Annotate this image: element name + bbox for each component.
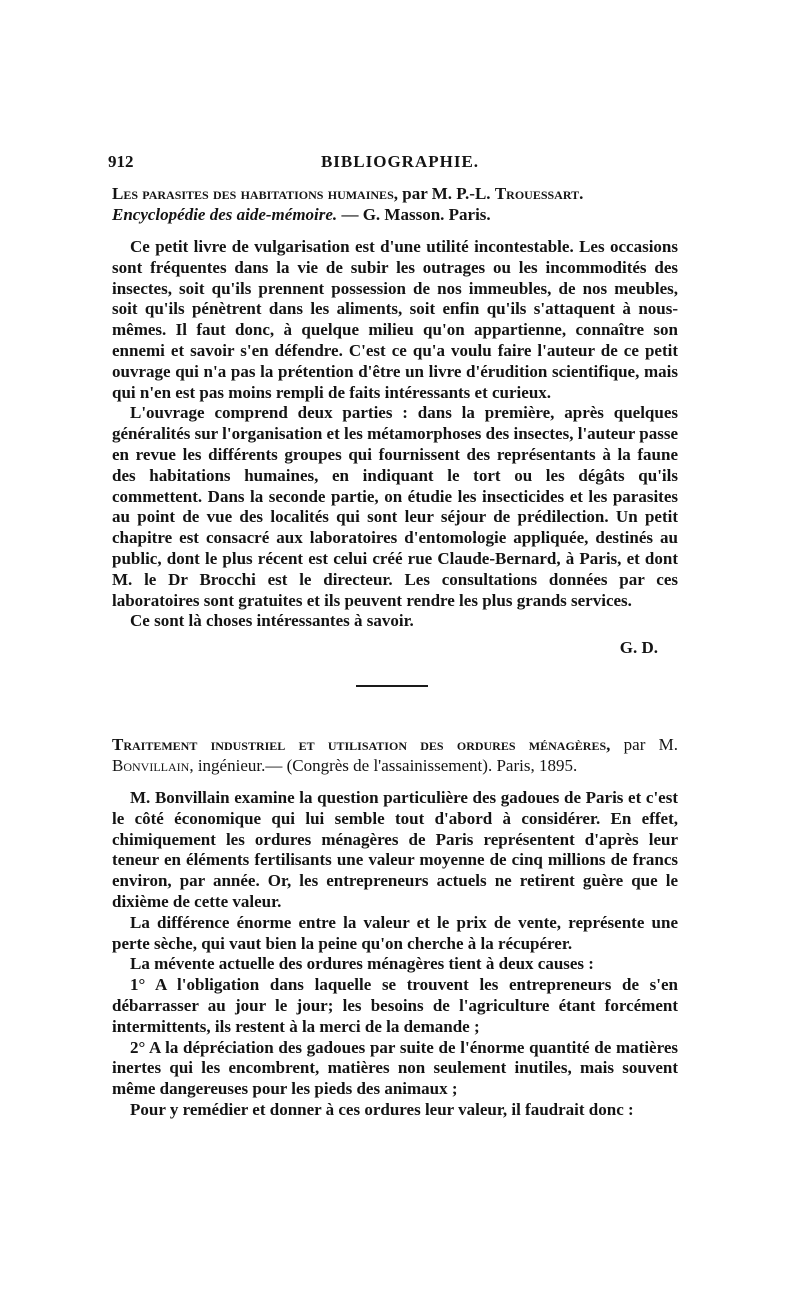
section-divider (356, 685, 428, 687)
review-signature: G. D. (619, 638, 658, 658)
review-parasites (112, 183, 678, 658)
page-number: 912 (108, 152, 134, 171)
review-paragraph: L'ouvrage comprend deux parties : dans la première, après quelques généralités sur l'organisation et les métamorphoses des insectes, l'auteur passe en revue les différents groupes qui fournissent des représentants à la faune des habitations humaines, en indiquant le tort ou les dégâts qu'ils commettent. Dans la seconde partie, on étudie les insecticides et les parasites au point de vue des localités qui sont leur séjour de prédilection. Un petit chapitre est consacré aux laboratoires d'entomologie appliquée, destinés au public, dont le plus récent est celui créé rue Claude-Bernard, à Paris, et dont M. le Dr Brocchi est le directeur. Les consultations données par ces laboratoires sont gratuites et ils peuvent rendre les plus grands services. (112, 403, 678, 610)
review-paragraph: Ce sont là choses intéressantes à savoir. (130, 611, 414, 631)
book-title: Les parasites des habitations humaines, (112, 184, 398, 203)
review-paragraph: La mévente actuelle des ordures ménagères tient à deux causes : (130, 954, 594, 974)
review-paragraph: M. Bonvillain examine la question particulière des gadoues de Paris et c'est le côté économique qui lui semble tout d'abord à considérer. En effet, chimiquement les ordures ménagères de Paris représentent d'après leur teneur en éléments fertilisants une valeur moyenne de cinq millions de francs environ, par année. Or, les entrepreneurs actuels ne retirent guère que le dixième de cette valeur. (112, 788, 678, 911)
review-paragraph: 2° A la dépréciation des gadoues par suite de l'énorme quantité de matières inertes qui les encombrent, matières non seulement inutiles, mais souvent même dangereuses pour les pieds des animaux ; (112, 1037, 678, 1099)
book-series: Encyclopédie des aide-mémoire. (112, 205, 338, 224)
book-publisher: — G. Masson. Paris. (341, 205, 491, 224)
review-ordures (112, 734, 678, 1121)
running-head (108, 152, 692, 178)
title-by: par M. (623, 735, 678, 754)
book-title: Traitement industriel et utilisation des ordures ménagères, (112, 735, 611, 754)
title-by: par M. P.-L. (402, 184, 491, 203)
review-paragraph: Ce petit livre de vulgarisation est d'une utilité incontestable. Les occasions sont fréquentes dans la vie de subir les outrages ou les incommodités des insectes, soit qu'ils prennent possession de nos immeubles, de nos meubles, soit qu'ils pénètrent dans les aliments, soit enfin qu'ils s'attaquent à nous-mêmes. Il faut donc, à quelque milieu qu'on appartienne, connaître son ennemi et savoir s'en défendre. C'est ce qu'a voulu faire l'auteur de ce petit ouvrage qui n'a pas la prétention d'être un livre d'érudition scientifique, mais qui n'en est pas moins rempli de faits intéressants et curieux. (112, 237, 678, 402)
review-heading (112, 734, 678, 776)
running-title: BIBLIOGRAPHIE. (320, 152, 480, 171)
review-paragraph: 1° A l'obligation dans laquelle se trouvent les entrepreneurs de s'en débarrasser au jour le jour; les besoins de l'agriculture étant forcément intermittents, ils restent à la merci de la demande ; (112, 975, 678, 1036)
book-author: Bonvillain, (112, 756, 194, 775)
review-paragraph: La différence énorme entre la valeur et le prix de vente, représente une perte sèche, qui vaut bien la peine qu'on cherche à la récupérer. (112, 912, 678, 953)
review-paragraph: Pour y remédier et donner à ces ordures leur valeur, il faudrait donc : (130, 1099, 634, 1119)
book-author: Trouessart. (494, 184, 584, 203)
book-details: ingénieur.— (Congrès de l'assainissement). Paris, 1895. (197, 756, 578, 775)
review-heading (112, 183, 678, 225)
